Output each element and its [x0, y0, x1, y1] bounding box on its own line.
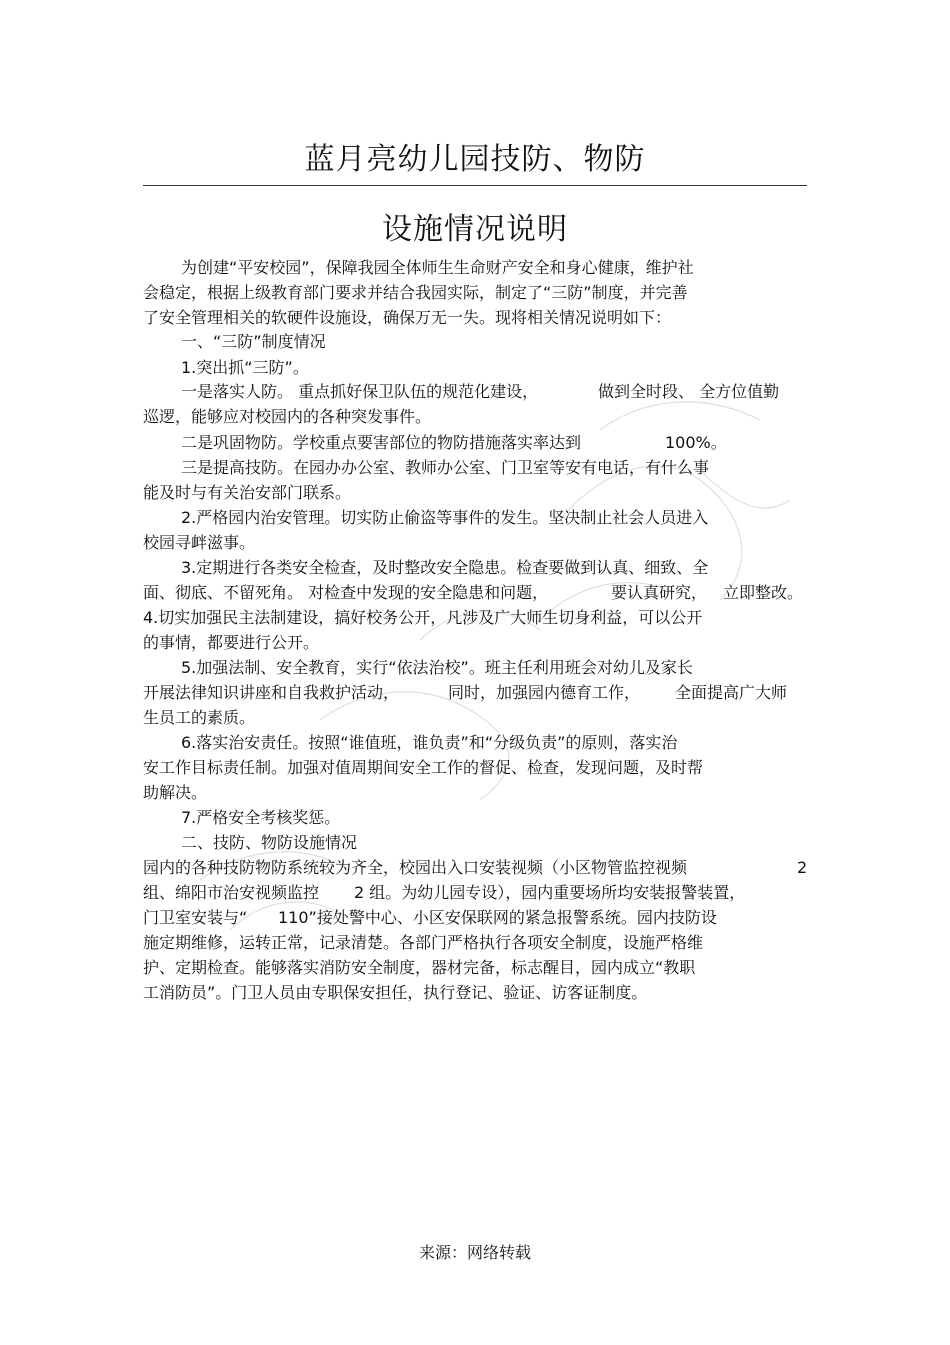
paragraph-line: 助解决。 — [143, 783, 208, 802]
paragraph-line: 4.切实加强民主法制建设，搞好校务公开，凡涉及广大师生切身利益，可以公开 — [143, 608, 703, 627]
paragraph-line: 门卫室安装与“ — [143, 908, 248, 927]
paragraph-line: 100%。 — [665, 433, 727, 452]
paragraph-line: 做到全时段、 全方位值勤 — [598, 382, 780, 401]
paragraph-line: 能及时与有关治安部门联系。 — [143, 483, 352, 502]
section-heading: 一、“三防”制度情况 — [181, 332, 326, 351]
paragraph-line: 了安全管理相关的软硬件设施设，确保万无一失。现将相关情况说明如下： — [143, 308, 672, 327]
paragraph-line: 二是巩固物防。学校重点要害部位的物防措施落实率达到 — [181, 433, 582, 452]
paragraph-line: 开展法律知识讲座和自我救护活动， — [143, 683, 400, 702]
document-title-line-2: 设施情况说明 — [382, 212, 568, 247]
paragraph-line: 全面提高广大师 — [675, 683, 788, 702]
paragraph-line: 护、定期检查。能够落实消防安全制度，器材完备，标志醒目，园内成立“教职 — [143, 958, 696, 977]
paragraph-line: 一是落实人防。 重点抓好保卫队伍的规范化建设， — [181, 382, 539, 401]
paragraph-line: 2 — [797, 858, 808, 877]
paragraph-line: 生员工的素质。 — [143, 708, 256, 727]
document-title-line-1: 蓝月亮幼儿园技防、物防 — [304, 142, 646, 177]
paragraph-line: 三是提高技防。在园办办公室、教师办公室、门卫室等安有电话，有什么事 — [181, 458, 710, 477]
paragraph-line: 立即整改。 — [723, 583, 804, 602]
paragraph-line: 施定期维修，运转正常，记录清楚。各部门严格执行各项安全制度，设施严格维 — [143, 933, 704, 952]
paragraph-line: 6.落实治安责任。按照“谁值班，谁负责”和“分级负责”的原则，落实治 — [181, 733, 678, 752]
paragraph-line: 组、绵阳市治安视频监控 — [143, 883, 320, 902]
paragraph-line: 要认真研究， — [611, 583, 708, 602]
paragraph-line: 2.严格园内治安管理。切实防止偷盗等事件的发生。坚决制止社会人员进入 — [181, 508, 709, 527]
paragraph-line: 1.突出抓“三防”。 — [181, 358, 309, 377]
paragraph-line: 3.定期进行各类安全检查，及时整改安全隐患。检查要做到认真、细致、全 — [181, 558, 709, 577]
paragraph-line: 5.加强法制、安全教育，实行“依法治校”。班主任利用班会对幼儿及家长 — [181, 658, 693, 677]
paragraph-line: 7.严格安全考核奖惩。 — [181, 808, 341, 827]
paragraph-line: 110”接处警中心、小区安保联网的紧急报警系统。园内技防设 — [278, 908, 717, 927]
section-heading: 二、技防、物防设施情况 — [181, 833, 358, 852]
paragraph-line: 工消防员”。门卫人员由专职保安担任，执行登记、验证、访客证制度。 — [143, 983, 648, 1002]
paragraph-line: 巡逻，能够应对校园内的各种突发事件。 — [143, 407, 432, 426]
paragraph-line: 园内的各种技防物防系统较为齐全，校园出入口安装视频（小区物管监控视频 — [143, 858, 688, 877]
paragraph-line: 为创建“平安校园”，保障我园全体师生生命财产安全和身心健康，维护社 — [181, 258, 694, 277]
paragraph-line: 的事情，都要进行公开。 — [143, 633, 320, 652]
paragraph-line: 会稳定，根据上级教育部门要求并结合我园实际，制定了“三防”制度，并完善 — [143, 283, 688, 302]
source-footer: 来源：网络转载 — [418, 1243, 531, 1262]
paragraph-line: 2 组。为幼儿园专设），园内重要场所均安装报警装置， — [354, 883, 746, 902]
title-divider — [143, 185, 807, 186]
paragraph-line: 安工作目标责任制。加强对值周期间安全工作的督促、检查，发现问题，及时帮 — [143, 758, 704, 777]
paragraph-line: 校园寻衅滋事。 — [143, 533, 256, 552]
paragraph-line: 同时，加强园内德育工作， — [448, 683, 641, 702]
paragraph-line: 面、彻底、不留死角。 对检查中发现的安全隐患和问题， — [143, 583, 549, 602]
